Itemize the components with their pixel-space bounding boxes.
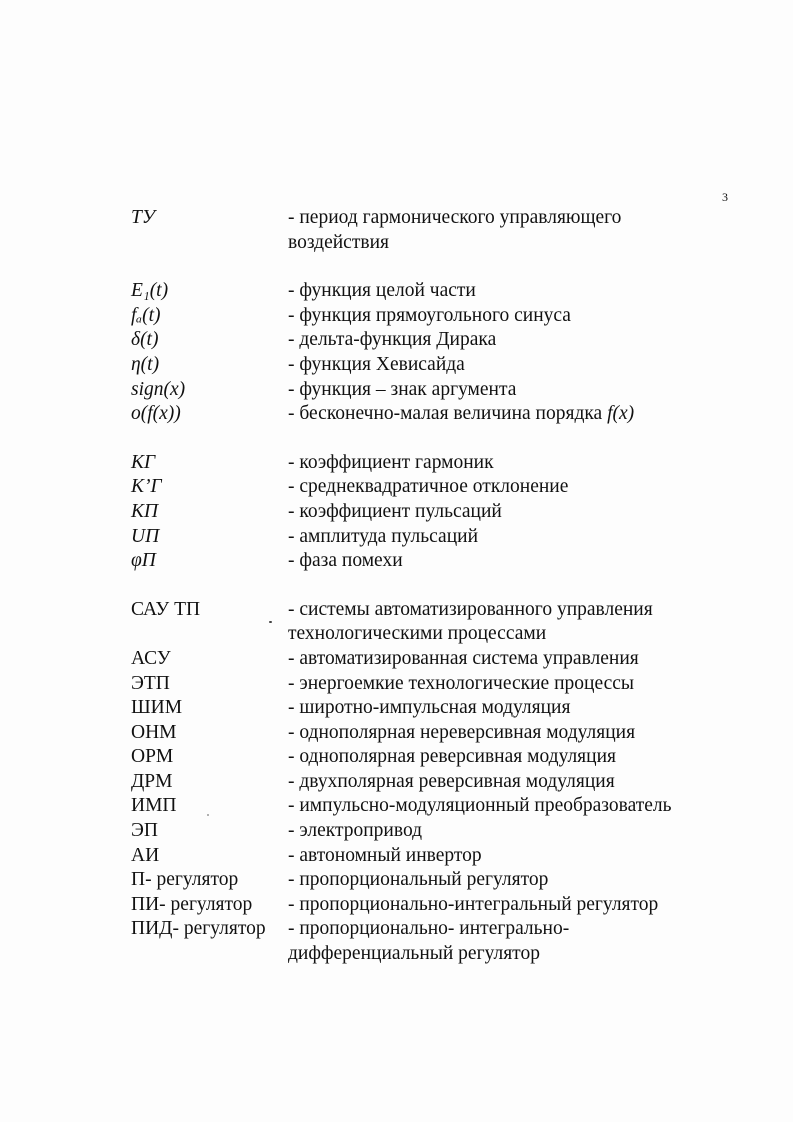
glossary-term: ДРМ (131, 770, 173, 792)
glossary-term: ОРМ (131, 746, 174, 768)
glossary-row (131, 525, 771, 550)
glossary-definition-text: - широтно-импульсная модуляция (288, 697, 571, 719)
glossary-definition-text: - пропорционально-интегральный регулятор (288, 893, 659, 915)
glossary-definition-text: - период гармонического управляющего воздействия (288, 207, 622, 253)
glossary-row (131, 647, 771, 672)
glossary-definition-text: - дельта-функция Дирака (288, 329, 497, 351)
glossary-term: fₐ(t) (131, 304, 161, 326)
glossary-row (131, 868, 771, 893)
glossary-definition-text: - коэффициент пульсаций (288, 500, 502, 522)
glossary-definition-text: - функция прямоугольного синуса (288, 304, 571, 326)
glossary-term: АСУ (131, 647, 171, 669)
glossary-definition-text: - функция целой части (288, 280, 476, 302)
glossary-definition (288, 279, 771, 304)
notation-glossary (131, 206, 771, 991)
glossary-row (131, 721, 771, 746)
glossary-term: ПИД- регулятор (131, 918, 266, 940)
glossary-term: ЭП (131, 820, 158, 842)
page-number: 3 (722, 190, 728, 204)
glossary-row (131, 549, 771, 574)
glossary-term: АИ (131, 844, 160, 866)
glossary-definition (288, 402, 771, 427)
glossary-definition-text: - системы автоматизированного управления технологическими процессами (288, 598, 653, 645)
glossary-term: ЭТП (131, 672, 170, 694)
glossary-row (131, 917, 771, 966)
glossary-row (131, 353, 771, 378)
glossary-row (131, 451, 771, 476)
glossary-row (131, 696, 771, 721)
glossary-definition-text: - электропривод (288, 820, 423, 842)
glossary-definition-text: - функция Хевисайда (288, 353, 465, 375)
glossary-term: o(f(x)) (131, 403, 181, 425)
glossary-row (131, 745, 771, 770)
glossary-row (131, 893, 771, 918)
glossary-definition-text: - фаза помехи (288, 550, 403, 572)
glossary-definition-symbol: f(x) (607, 403, 635, 425)
glossary-term: KГ (131, 451, 156, 473)
glossary-row (131, 598, 771, 647)
glossary-definition (288, 844, 771, 869)
glossary-group (131, 279, 771, 427)
glossary-definition-text: - бесконечно-малая величина порядка (288, 403, 608, 425)
glossary-group (131, 598, 771, 967)
glossary-definition (288, 917, 771, 966)
glossary-definition (288, 304, 771, 329)
glossary-row (131, 500, 771, 525)
scan-speck (207, 814, 209, 816)
glossary-term: UП (131, 525, 160, 547)
glossary-definition-text: - автоматизированная система управления (288, 647, 639, 669)
glossary-definition-text: - энергоемкие технологические процессы (288, 672, 634, 694)
glossary-term: ИМП (131, 795, 177, 817)
glossary-definition (288, 206, 771, 255)
glossary-definition-text: - однополярная нереверсивная модуляция (288, 721, 636, 743)
glossary-definition (288, 353, 771, 378)
glossary-row (131, 819, 771, 844)
glossary-term: ШИМ (131, 697, 183, 719)
glossary-definition-text: - амплитуда пульсаций (288, 525, 479, 547)
glossary-definition (288, 451, 771, 476)
glossary-term: E₁(t) (131, 280, 169, 302)
glossary-definition (288, 328, 771, 353)
glossary-definition (288, 721, 771, 746)
glossary-term: KП (131, 500, 159, 522)
glossary-definition-text: - коэффициент гармоник (288, 451, 494, 473)
glossary-row (131, 328, 771, 353)
glossary-definition (288, 893, 771, 918)
glossary-term: САУ ТП (131, 598, 201, 620)
glossary-term: TУ (131, 207, 155, 228)
glossary-term: sign(x) (131, 378, 186, 400)
glossary-definition (288, 475, 771, 500)
glossary-definition (288, 598, 771, 647)
glossary-term: ОНМ (131, 721, 177, 743)
glossary-definition-text: - функция – знак аргумента (288, 378, 517, 400)
glossary-definition (288, 525, 771, 550)
glossary-definition-text: - автономный инвертор (288, 844, 482, 866)
glossary-definition-text: - двухполярная реверсивная модуляция (288, 770, 615, 792)
glossary-term: ПИ- регулятор (131, 893, 253, 915)
glossary-term: δ(t) (131, 329, 159, 351)
glossary-row (131, 672, 771, 697)
glossary-row (131, 770, 771, 795)
glossary-definition-text: - импульсно-модуляционный преобразователь (288, 795, 672, 817)
glossary-definition (288, 745, 771, 770)
glossary-definition (288, 868, 771, 893)
glossary-definition (288, 770, 771, 795)
glossary-definition (288, 672, 771, 697)
glossary-definition-text: - пропорционально- интегрально- дифференциальный регулятор (288, 918, 570, 965)
glossary-term: φП (131, 550, 156, 572)
glossary-group (131, 451, 771, 574)
glossary-group (131, 206, 771, 255)
glossary-definition (288, 500, 771, 525)
glossary-row (131, 378, 771, 403)
glossary-term: П- регулятор (131, 869, 239, 891)
glossary-row (131, 304, 771, 329)
glossary-row (131, 206, 771, 255)
scan-speck (269, 621, 272, 623)
glossary-row (131, 794, 771, 819)
glossary-definition (288, 794, 771, 819)
glossary-definition (288, 819, 771, 844)
glossary-definition (288, 696, 771, 721)
glossary-term: η(t) (131, 353, 160, 375)
glossary-definition (288, 378, 771, 403)
glossary-definition-text: - среднеквадратичное отклонение (288, 476, 569, 498)
glossary-definition-text: - однополярная реверсивная модуляция (288, 746, 616, 768)
glossary-row (131, 844, 771, 869)
glossary-definition (288, 549, 771, 574)
glossary-definition-text: - пропорциональный регулятор (288, 869, 549, 891)
glossary-row (131, 402, 771, 427)
glossary-row (131, 279, 771, 304)
glossary-definition (288, 647, 771, 672)
glossary-row (131, 475, 771, 500)
glossary-term: K’Г (131, 476, 162, 498)
